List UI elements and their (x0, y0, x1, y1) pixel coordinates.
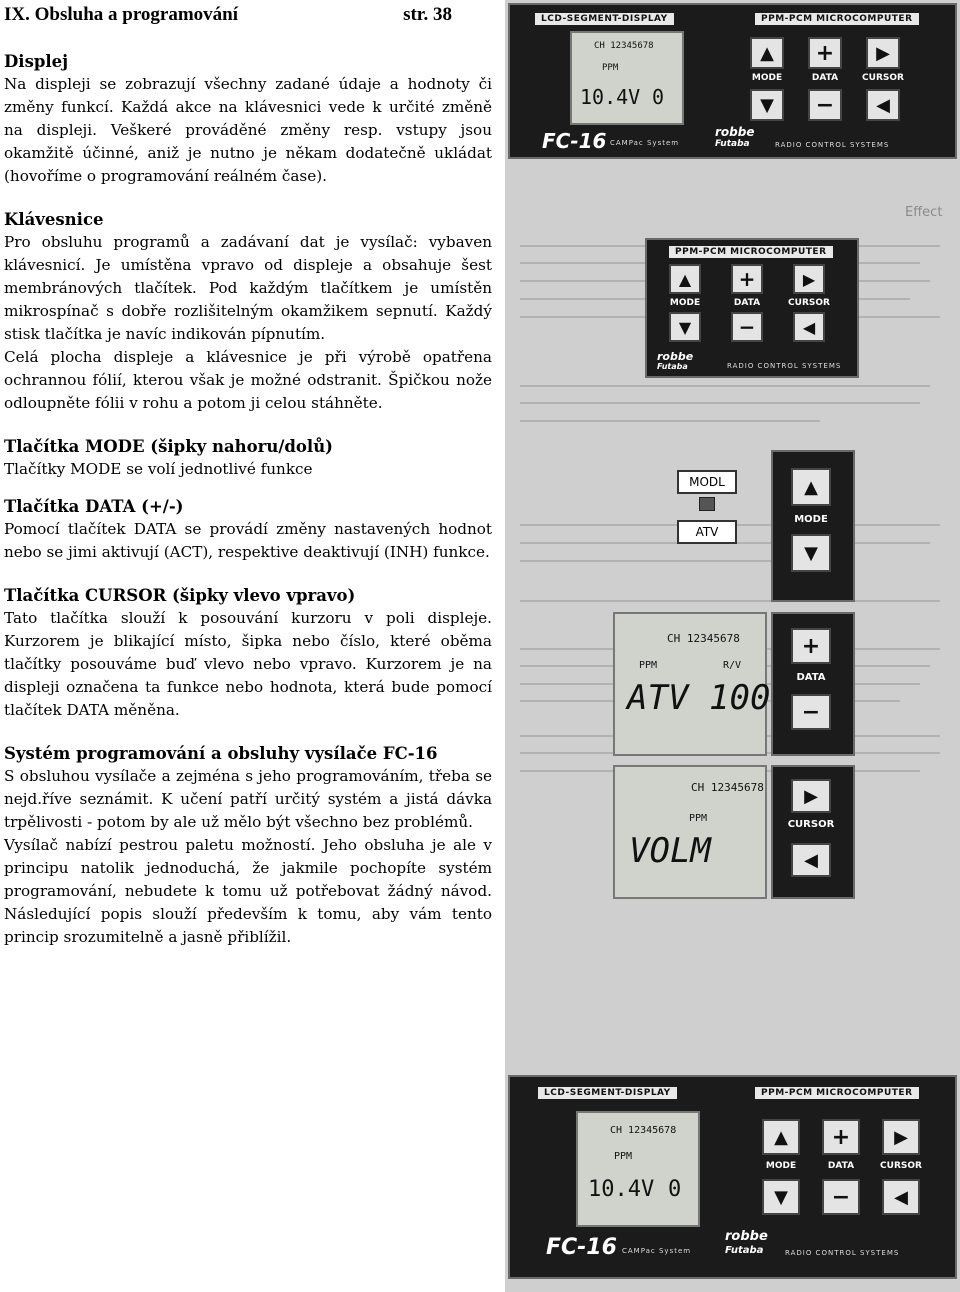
section-paragraph: Pro obsluhu programů a zadávaní dat je vysílač: vybaven klávesnicí. Je umístěna vpravo od displeje a obsahuje šest membránových tlačítek. Pod každým tlačítkem je umístěn mikrospínač s dobře rozlišitelným okamžikem sepnutí. Každý stisk tlačítka je navíc indikován pípnutím. (4, 233, 492, 343)
lcd-display (570, 31, 684, 125)
data-key-panel (771, 612, 855, 756)
lcd-ppm: PPM (602, 63, 619, 73)
text-column (4, 50, 492, 969)
section-title: Displej (4, 52, 69, 71)
futaba-logo: Futaba (725, 1245, 764, 1256)
atv-label: ATV (677, 520, 737, 544)
microcomputer-label: PPM-PCM MICROCOMPUTER (755, 13, 919, 25)
fc16-logo: FC-16 (546, 1235, 617, 1260)
rcs-label: RADIO CONTROL SYSTEMS (785, 1249, 900, 1257)
section-paragraph: Tato tlačítka slouží k posouvání kurzoru v poli displeje. Kurzorem je blikající místo, šipka nebo číslo, které oběma tlačítky posouváme buď vlevo nebo vpravo. Kurzorem je na displeji označena ta funkce nebo hodnota, která bude pomocí tlačítek DATA měněna. (4, 609, 492, 719)
data-key-label: DATA (811, 73, 839, 83)
transmitter-panel-bottom (508, 1075, 957, 1279)
data-minus-key: − (808, 89, 842, 121)
section-paragraph: Pomocí tlačítek DATA se provádí změny nastavených hodnot nebo se jimi aktivují (ACT), respektive deaktivují (INH) funkce. (4, 520, 492, 561)
lcd-voltage: 10.4V (588, 1177, 655, 1202)
section-mode (4, 435, 492, 481)
data-plus-key: + (731, 264, 763, 294)
atv-lcd-display (613, 612, 771, 756)
lcd-channels: CH 12345678 (594, 41, 654, 51)
futaba-logo: Futaba (715, 139, 750, 149)
fc16-logo: FC-16 (542, 129, 607, 153)
lcd-label: LCD-SEGMENT-DISPLAY (538, 1087, 677, 1099)
lcd-ppm: PPM (689, 813, 708, 824)
lcd-ppm: PPM (639, 660, 658, 671)
mode-up-key: ▲ (791, 468, 831, 506)
mode-down-key: ▼ (762, 1179, 800, 1215)
lcd-channels: CH 12345678 (691, 781, 764, 794)
lcd-timer: 0 (652, 85, 665, 109)
cursor-key-panel (771, 765, 855, 899)
mode-key-label: MODE (751, 73, 783, 83)
data-plus-key: + (808, 37, 842, 69)
microcomputer-label: PPM-PCM MICROCOMPUTER (669, 246, 833, 258)
keypad-panel (645, 238, 859, 378)
volm-lcd-display (613, 765, 767, 899)
microcomputer-label: PPM-PCM MICROCOMPUTER (755, 1087, 919, 1099)
futaba-logo: Futaba (657, 362, 688, 371)
data-key-label: DATA (733, 298, 761, 308)
mode-up-key: ▲ (669, 264, 701, 294)
lcd-voltage: 10.4V (580, 85, 641, 109)
campac-label: CAMPac System (622, 1247, 692, 1255)
robbe-logo: robbe (657, 350, 694, 363)
lcd-timer: 0 (668, 1177, 682, 1202)
cursor-key-label: CURSOR (787, 819, 835, 830)
section-displej (4, 50, 492, 188)
data-minus-key: − (731, 312, 763, 342)
section-klavesnice (4, 208, 492, 415)
data-plus-key: + (822, 1119, 860, 1155)
lcd-channels: CH 12345678 (667, 632, 740, 645)
cursor-right-key: ▶ (791, 779, 831, 813)
mode-key-label: MODE (669, 298, 701, 308)
section-paragraph: Celá plocha displeje a klávesnice je při výrobě opatřena ochrannou fólií, kterou však je možné odstranit. Špičkou nože odloupněte fólii v rohu a potom ji celou stáhněte. (4, 348, 492, 412)
chapter-title: IX. Obsluha a programování (4, 4, 239, 25)
mode-down-key: ▼ (669, 312, 701, 342)
section-title: Tlačítka CURSOR (šipky vlevo vpravo) (4, 586, 356, 605)
section-paragraph: S obsluhou vysílače a zejména s jeho programováním, třeba se nejd.říve seznámit. K učení patří určitý systém a jistá dávka trpělivosti - potom by ale už mělo být všechno bez problémů. (4, 767, 492, 831)
rcs-label: RADIO CONTROL SYSTEMS (727, 362, 842, 370)
mode-up-key: ▲ (750, 37, 784, 69)
mode-down-key: ▼ (750, 89, 784, 121)
mode-key-label: MODE (794, 514, 828, 525)
lcd-atv-text: ATV (627, 678, 689, 718)
modl-label: MODL (677, 470, 737, 494)
section-system (4, 742, 492, 949)
page-header (4, 4, 452, 26)
effect-heading: Effect (905, 205, 943, 220)
robbe-logo: robbe (715, 125, 755, 139)
lcd-channels: CH 12345678 (610, 1125, 677, 1136)
section-title: Klávesnice (4, 210, 104, 229)
cursor-right-key: ▶ (793, 264, 825, 294)
robbe-logo: robbe (725, 1229, 768, 1244)
cursor-left-key: ◀ (791, 843, 831, 877)
cursor-left-key: ◀ (882, 1179, 920, 1215)
cursor-left-key: ◀ (793, 312, 825, 342)
section-paragraph: Vysílač nabízí pestrou paletu možností. Jeho obsluha je ale v principu natolik jednoduchá, že jakmile pochopíte systém programování, nebudete k tomu už potřebovat žádný návod. Následující popis slouží především k tomu, aby vám tento princip srozumitelně a jasně přiblížil. (4, 836, 492, 946)
data-minus-key: − (791, 694, 831, 730)
arrow-indicator-icon (699, 497, 715, 511)
lcd-display (576, 1111, 700, 1227)
data-minus-key: − (822, 1179, 860, 1215)
section-paragraph: Na displeji se zobrazují všechny zadané údaje a hodnoty či změny funkcí. Každá akce na klávesnici vede k určité změně na displeji. Veškeré prováděné změny resp. vstupy jsou okamžitě účinné, aniž je nutno je někam dodatečně ukládat (hovoříme o programování reálném čase). (4, 75, 492, 185)
mode-down-key: ▼ (791, 534, 831, 572)
cursor-key-label: CURSOR (880, 1161, 922, 1171)
lcd-atv-value: 100 (709, 678, 771, 718)
lcd-rv: R/V (723, 660, 742, 671)
cursor-left-key: ◀ (866, 89, 900, 121)
section-title: Tlačítka DATA (+/-) (4, 497, 184, 516)
section-paragraph: Tlačítky MODE se volí jednotlivé funkce (4, 460, 313, 478)
section-title: Tlačítka MODE (šipky nahoru/dolů) (4, 437, 333, 456)
lcd-label: LCD-SEGMENT-DISPLAY (535, 13, 674, 25)
mode-up-key: ▲ (762, 1119, 800, 1155)
lcd-volm-text: VOLM (629, 831, 711, 871)
figure-column (505, 0, 960, 1292)
rcs-label: RADIO CONTROL SYSTEMS (775, 141, 890, 149)
data-plus-key: + (791, 628, 831, 664)
cursor-right-key: ▶ (866, 37, 900, 69)
data-key-label: DATA (827, 1161, 855, 1171)
section-data (4, 495, 492, 564)
cursor-key-label: CURSOR (862, 73, 904, 83)
data-key-label: DATA (796, 672, 826, 683)
cursor-right-key: ▶ (882, 1119, 920, 1155)
cursor-key-label: CURSOR (788, 298, 830, 308)
section-title: Systém programování a obsluhy vysílače FC-16 (4, 744, 438, 763)
transmitter-panel-top (508, 3, 957, 159)
campac-label: CAMPac System (610, 139, 680, 147)
mode-key-label: MODE (765, 1161, 797, 1171)
section-cursor (4, 584, 492, 722)
page-number: str. 38 (403, 4, 452, 25)
mode-key-panel (771, 450, 855, 602)
lcd-ppm: PPM (614, 1151, 633, 1162)
